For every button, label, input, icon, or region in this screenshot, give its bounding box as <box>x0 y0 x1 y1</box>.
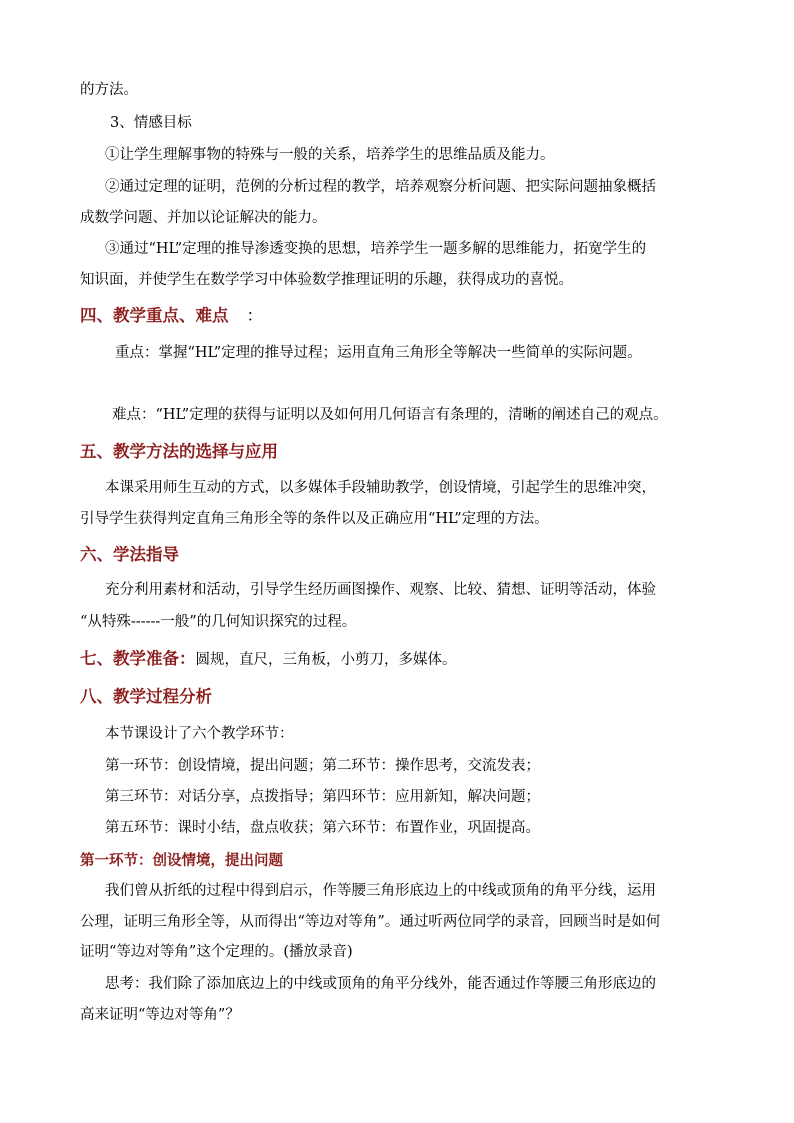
step1-heading: 第一环节：创设情境，提出问题 <box>80 852 283 869</box>
text-line: 的方法。 <box>80 82 138 98</box>
subsection-title-emotional-goals: 3、情感目标 <box>110 115 192 131</box>
text-line: 高来证明“等边对等角”？ <box>80 1007 240 1023</box>
section-heading-text: 七、教学准备： <box>80 649 196 668</box>
heading-colon: ： <box>246 306 263 325</box>
text-line: 第一环节：创设情境，提出问题；第二环节：操作思考，交流发表； <box>105 758 540 774</box>
text-line: “从特殊------一般”的几何知识探究的过程。 <box>80 614 357 630</box>
text-line: 第三环节：对话分享，点拨指导；第四环节：应用新知，解决问题； <box>105 789 540 805</box>
text-line: 引导学生获得判定直角三角形全等的条件以及正确应用“HL”定理的方法。 <box>80 511 549 527</box>
text-line: 本课采用师生互动的方式，以多媒体手段辅助教学，创设情境，引起学生的思维冲突， <box>105 480 656 496</box>
section-heading-key-points <box>80 305 263 327</box>
text-line: 第五环节：课时小结，盘点收获；第六环节：布置作业，巩固提高。 <box>105 820 540 836</box>
key-point-text: 重点：掌握“HL”定理的推导过程；运用直角三角形全等解决一些简单的实际问题。 <box>115 345 642 361</box>
preparation-items: 圆规，直尺，三角板，小剪刀，多媒体。 <box>195 652 457 668</box>
section-heading-preparation <box>80 648 457 671</box>
difficulty-text: 难点：“HL”定理的获得与证明以及如何用几何语言有条理的，清晰的阐述自己的观点。 <box>112 407 668 423</box>
text-line: ①让学生理解事物的特殊与一般的关系，培养学生的思维品质及能力。 <box>105 147 555 163</box>
text-line: 知识面，并使学生在数学学习中体验数学推理证明的乐趣，获得成功的喜悦。 <box>80 272 573 288</box>
text-line: 公理，证明三角形全等，从而得出“等边对等角”。通过听两位同学的录音，回顾当时是如何 <box>80 914 661 930</box>
text-line: 证明“等边对等角”这个定理的。(播放录音) <box>80 944 353 960</box>
text-line: ③通过“HL”定理的推导渗透变换的思想，培养学生一题多解的思维能力，拓宽学生的 <box>105 241 647 257</box>
section-heading-learning-guidance: 六、学法指导 <box>80 545 179 564</box>
section-heading-process-analysis: 八、教学过程分析 <box>80 687 212 706</box>
text-line: 我们曾从折纸的过程中得到启示，作等腰三角形底边上的中线或顶角的角平分线，运用 <box>105 883 656 899</box>
section-heading-teaching-methods: 五、教学方法的选择与应用 <box>80 442 278 461</box>
text-line: 成数学问题、并加以论证解决的能力。 <box>80 210 327 226</box>
text-line: 充分利用素材和活动，引导学生经历画图操作、观察、比较、猜想、证明等活动，体验 <box>105 582 656 598</box>
text-line: 思考：我们除了添加底边上的中线或顶角的角平分线外，能否通过作等腰三角形底边的 <box>105 976 656 992</box>
text-line: ②通过定理的证明，范例的分析过程的教学，培养观察分析问题、把实际问题抽象概括 <box>105 179 656 195</box>
section-heading-text: 四、教学重点、难点 <box>80 306 229 325</box>
text-line: 本节课设计了六个教学环节： <box>105 726 294 742</box>
